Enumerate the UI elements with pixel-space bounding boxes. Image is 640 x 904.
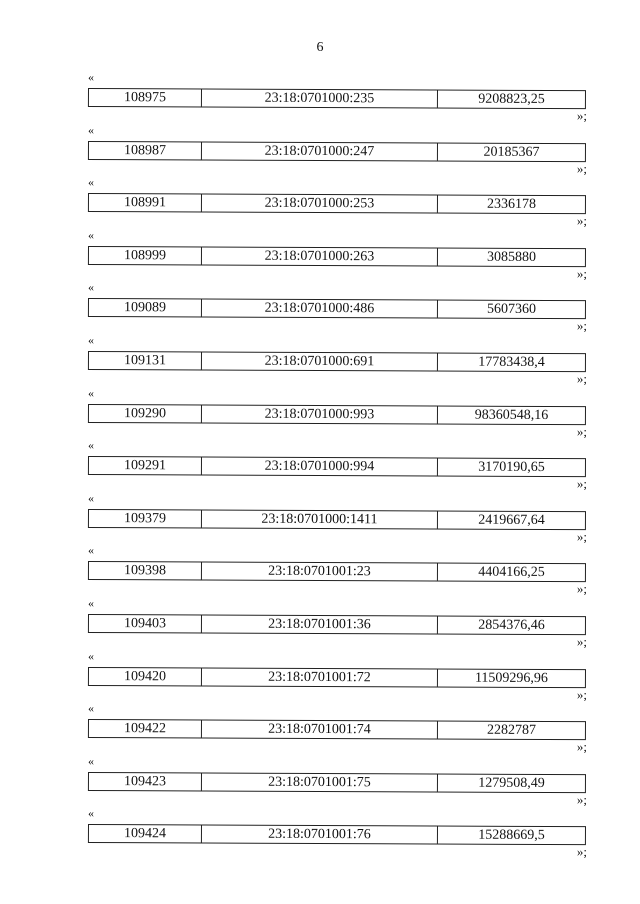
- opening-quote: «: [88, 122, 94, 137]
- cadastral-number-cell: 23:18:0701001:74: [202, 721, 438, 739]
- cadastral-number-cell: 23:18:0701000:263: [202, 247, 438, 265]
- cadastral-number-cell: 23:18:0701000:993: [202, 405, 438, 423]
- closing-quote: »;: [576, 318, 587, 334]
- table-row-entry: [86, 439, 589, 492]
- opening-quote: «: [88, 490, 94, 505]
- row-id-cell: 109420: [89, 668, 202, 685]
- closing-quote: »;: [576, 739, 587, 755]
- closing-quote: »;: [576, 108, 587, 123]
- opening-quote: «: [88, 70, 94, 84]
- table-row-entry: [86, 650, 589, 703]
- table-row: [88, 824, 586, 845]
- table-row-entry: [86, 71, 589, 124]
- table-row: [88, 193, 586, 214]
- row-id-cell: 109398: [89, 562, 202, 579]
- table-row-entry: [86, 755, 589, 808]
- cadastral-number-cell: 23:18:0701000:235: [202, 89, 438, 107]
- table-row: [88, 298, 586, 319]
- entries-list: [86, 71, 589, 860]
- cadastral-number-cell: 23:18:0701001:36: [202, 615, 438, 633]
- row-id-cell: 109131: [89, 352, 202, 369]
- table-row: [88, 772, 586, 793]
- cadastral-number-cell: 23:18:0701000:994: [202, 458, 438, 476]
- value-cell: 2282787: [486, 722, 536, 739]
- cadastral-number-cell: 23:18:0701001:23: [202, 563, 438, 581]
- opening-quote: «: [88, 543, 94, 558]
- cadastral-number-cell: 23:18:0701000:1411: [202, 510, 438, 528]
- value-cell: 2854376,46: [478, 617, 545, 633]
- table-row-entry: [86, 387, 589, 440]
- row-id-cell: 109423: [89, 773, 202, 790]
- table-row: [88, 667, 586, 688]
- closing-quote: »;: [576, 265, 587, 281]
- closing-quote: »;: [576, 528, 587, 544]
- table-row-entry: [86, 492, 589, 545]
- closing-quote: »;: [576, 370, 587, 386]
- row-id-cell: 109379: [89, 510, 202, 527]
- opening-quote: «: [88, 648, 94, 663]
- opening-quote: «: [88, 385, 94, 400]
- closing-quote: »;: [576, 213, 587, 229]
- opening-quote: «: [88, 332, 94, 347]
- cadastral-number-cell: 23:18:0701000:253: [202, 195, 438, 213]
- value-cell: 9208823,25: [478, 91, 545, 107]
- table-row: [88, 614, 586, 635]
- opening-quote: «: [88, 280, 94, 295]
- row-id-cell: 108975: [89, 89, 202, 106]
- closing-quote: »;: [576, 581, 587, 597]
- row-id-cell: 109403: [89, 615, 202, 632]
- table-row-entry: [86, 334, 589, 387]
- cadastral-number-cell: 23:18:0701000:247: [202, 142, 438, 160]
- table-row-entry: [86, 124, 589, 177]
- table-row-entry: [86, 281, 589, 334]
- value-cell: 17783438,4: [478, 354, 545, 370]
- row-id-cell: 109424: [89, 825, 202, 842]
- table-row: [88, 246, 586, 267]
- value-cell: 3170190,65: [478, 459, 545, 476]
- value-cell: 98360548,16: [474, 407, 549, 423]
- table-row-entry: [86, 229, 589, 282]
- opening-quote: «: [88, 438, 94, 453]
- cadastral-number-cell: 23:18:0701001:76: [202, 826, 438, 844]
- table-row: [88, 141, 586, 162]
- opening-quote: «: [88, 227, 94, 242]
- value-cell: 20185367: [483, 144, 540, 160]
- value-cell: 11509296,96: [474, 670, 548, 686]
- cadastral-number-cell: 23:18:0701001:72: [202, 668, 438, 686]
- row-id-cell: 108999: [89, 247, 202, 264]
- row-id-cell: 108991: [89, 194, 202, 211]
- table-row: [88, 404, 586, 425]
- closing-quote: »;: [576, 476, 587, 492]
- table-row-entry: [86, 544, 589, 597]
- cadastral-number-cell: 23:18:0701001:75: [202, 773, 438, 791]
- closing-quote: »;: [576, 633, 587, 649]
- table-row: [88, 456, 586, 477]
- value-cell: 5607360: [486, 302, 536, 318]
- row-id-cell: 109089: [89, 299, 202, 316]
- table-row: [88, 88, 586, 109]
- table-row: [88, 351, 586, 372]
- page-number: 6: [316, 40, 324, 55]
- table-row-entry: [86, 176, 589, 229]
- row-id-cell: 109291: [89, 457, 202, 474]
- row-id-cell: 108987: [89, 142, 202, 159]
- value-cell: 4404166,25: [478, 565, 545, 581]
- table-row: [88, 509, 586, 530]
- table-row: [88, 719, 586, 740]
- closing-quote: »;: [576, 791, 587, 807]
- closing-quote: »;: [576, 160, 587, 176]
- opening-quote: «: [88, 595, 94, 610]
- row-id-cell: 109422: [89, 720, 202, 737]
- opening-quote: «: [88, 753, 94, 768]
- opening-quote: «: [88, 701, 94, 716]
- value-cell: 3085880: [486, 249, 536, 265]
- table-row: [88, 561, 586, 582]
- closing-quote: »;: [576, 423, 587, 439]
- cadastral-number-cell: 23:18:0701000:486: [202, 300, 438, 318]
- opening-quote: «: [88, 175, 94, 190]
- closing-quote: »;: [576, 844, 587, 860]
- table-row-entry: [86, 702, 589, 755]
- cadastral-number-cell: 23:18:0701000:691: [202, 352, 438, 370]
- opening-quote: «: [88, 806, 94, 821]
- value-cell: 2419667,64: [478, 512, 545, 528]
- value-cell: 1279508,49: [478, 775, 545, 791]
- value-cell: 15288669,5: [478, 828, 545, 844]
- closing-quote: »;: [576, 686, 587, 702]
- value-cell: 2336178: [486, 196, 536, 213]
- table-row-entry: [86, 597, 589, 650]
- table-row-entry: [86, 807, 589, 860]
- row-id-cell: 109290: [89, 405, 202, 422]
